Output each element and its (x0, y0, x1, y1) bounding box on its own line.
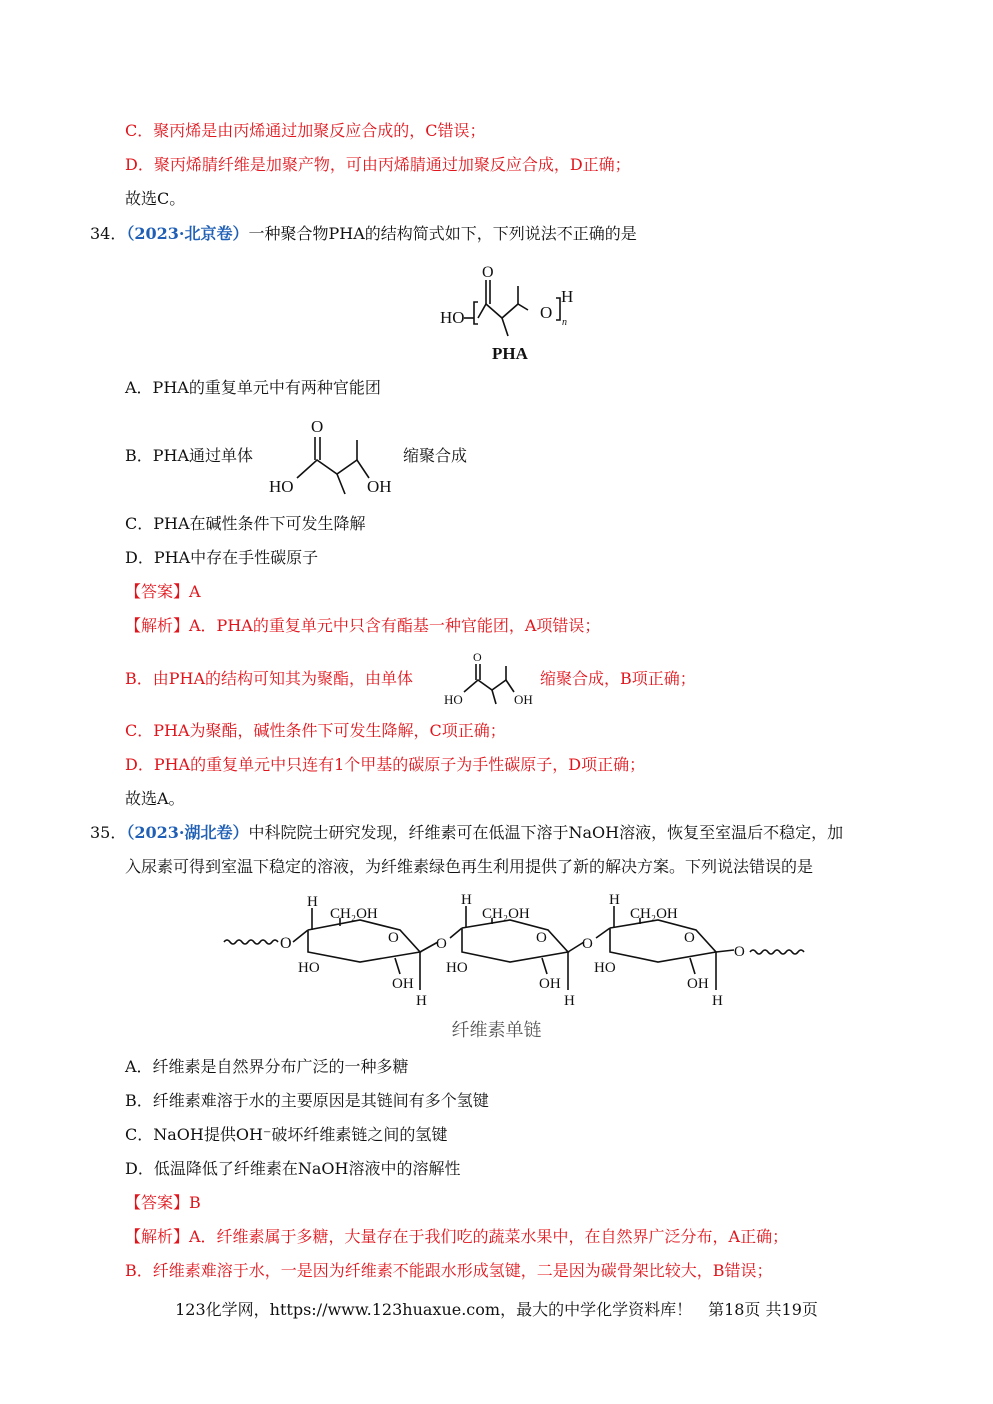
monomer-ho-label: HO (269, 477, 294, 496)
ring3-o: O (684, 930, 695, 946)
pha-h-label: H (561, 287, 574, 306)
monomer-small-figure (440, 646, 540, 710)
question-34 (90, 223, 637, 245)
ring2-ho: HO (446, 960, 468, 976)
ring1-ch2oh: CH₂OH (330, 906, 378, 922)
monomer-small-oh: OH (514, 692, 533, 707)
cellulose-chain-figure (220, 890, 820, 1010)
ring2-ch2oh: CH₂OH (482, 906, 530, 922)
pha-ho-label: HO (440, 308, 465, 327)
ring2-h-bottom: H (564, 993, 575, 1009)
monomer-structure-figure (265, 412, 415, 502)
question-stem-2: 入尿素可得到室温下稳定的溶液，为纤维素绿色再生利用提供了新的解决方案。下列说法错误的是 (125, 857, 814, 876)
ring3-h-bottom: H (712, 993, 723, 1009)
question-35 (90, 822, 843, 844)
q34-conclusion: 故选A。 (125, 789, 185, 808)
glycosidic-o-2: O (582, 936, 593, 952)
q34-analysis-b-pre: B．由PHA的结构可知其为聚酯，由单体 (125, 669, 414, 688)
glycosidic-o-1: O (436, 936, 447, 952)
q34-analysis-a: 【解析】A．PHA的重复单元中只含有酯基一种官能团，A项错误； (125, 616, 601, 635)
ring1-h-top: H (307, 894, 318, 910)
question-source: （2023·北京卷） (126, 224, 249, 243)
bracket-left (474, 302, 478, 324)
o-left-label: O (280, 935, 292, 952)
q35-option-a: A．纤维素是自然界分布广泛的一种多糖 (125, 1057, 409, 1076)
ring3-ch2oh: CH₂OH (630, 906, 678, 922)
glucose-ring-2 (446, 892, 584, 1009)
pha-structure-figure (430, 258, 600, 368)
ring1-ho: HO (298, 960, 320, 976)
ring3-oh: OH (687, 976, 709, 992)
q34-option-b-post: 缩聚合成 (403, 446, 468, 465)
ring1-o: O (388, 930, 399, 946)
ring3-ho: HO (594, 960, 616, 976)
q35-option-b: B．纤维素难溶于水的主要原因是其链间有多个氢键 (125, 1091, 489, 1110)
question-number: 35． (90, 823, 127, 842)
pha-n-label: n (562, 317, 567, 328)
q35-option-c: C．NaOH提供OH⁻破坏纤维素链之间的氢键 (125, 1125, 448, 1144)
q35-answer: 【答案】B (125, 1193, 201, 1212)
question-source: （2023·湖北卷） (126, 823, 249, 842)
q34-answer: 【答案】A (125, 582, 201, 601)
page-footer: 123化学网，https://www.123huaxue.com，最大的中学化学资料库！ 第18页 共19页 (175, 1300, 818, 1319)
question-stem-1: 中科院院士研究发现，纤维素可在低温下溶于NaOH溶液，恢复至室温后不稳定，加 (248, 823, 844, 842)
q34-analysis-b-post: 缩聚合成，B项正确； (540, 669, 696, 688)
q35-analysis-b: B．纤维素难溶于水，一是因为纤维素不能跟水形成氢键，二是因为碳骨架比较大，B错误； (125, 1261, 773, 1280)
pha-chain-o: O (540, 303, 553, 322)
q34-option-d: D．PHA中存在手性碳原子 (125, 548, 319, 567)
prev-analysis-c: C．聚丙烯是由丙烯通过加聚反应合成的，C错误； (125, 121, 486, 140)
q34-analysis-d: D．PHA的重复单元中只连有1个甲基的碳原子为手性碳原子，D项正确； (125, 755, 646, 774)
bracket-right (556, 298, 560, 320)
ring1-h-bottom: H (416, 993, 427, 1009)
o-right-label: O (734, 944, 745, 960)
q34-analysis-c: C．PHA为聚酯，碱性条件下可发生降解，C项正确； (125, 721, 506, 740)
ring3-h-top: H (609, 892, 620, 908)
monomer-o-label: O (311, 417, 324, 436)
q35-analysis-a: 【解析】A．纤维素属于多糖，大量存在于我们吃的蔬菜水果中，在自然界广泛分布，A正确； (125, 1227, 789, 1246)
q34-option-c: C．PHA在碱性条件下可发生降解 (125, 514, 366, 533)
wavy-left (224, 940, 278, 944)
prev-analysis-d: D．聚丙烯腈纤维是加聚产物，可由丙烯腈通过加聚反应合成，D正确； (125, 155, 631, 174)
pha-carbonyl-o: O (482, 264, 494, 281)
monomer-small-o: O (473, 650, 482, 664)
question-stem: 一种聚合物PHA的结构简式如下，下列说法不正确的是 (248, 224, 637, 243)
figure-caption: 纤维素单链 (451, 1020, 542, 1041)
glucose-ring-3 (594, 892, 734, 1009)
glucose-ring-1 (298, 894, 438, 1009)
ring2-o: O (536, 930, 547, 946)
question-number: 34． (90, 224, 127, 243)
ring2-oh: OH (539, 976, 561, 992)
ring1-oh: OH (392, 976, 414, 992)
q35-option-d: D．低温降低了纤维素在NaOH溶液中的溶解性 (125, 1159, 461, 1178)
prev-conclusion: 故选C。 (125, 189, 186, 208)
pha-label: PHA (492, 344, 528, 363)
q34-option-a: A．PHA的重复单元中有两种官能团 (125, 378, 381, 397)
monomer-oh-label: OH (367, 477, 392, 496)
q34-option-b-pre: B．PHA通过单体 (125, 446, 254, 465)
ring2-h-top: H (461, 892, 472, 908)
monomer-small-ho: HO (444, 692, 463, 707)
wavy-right (750, 950, 804, 954)
